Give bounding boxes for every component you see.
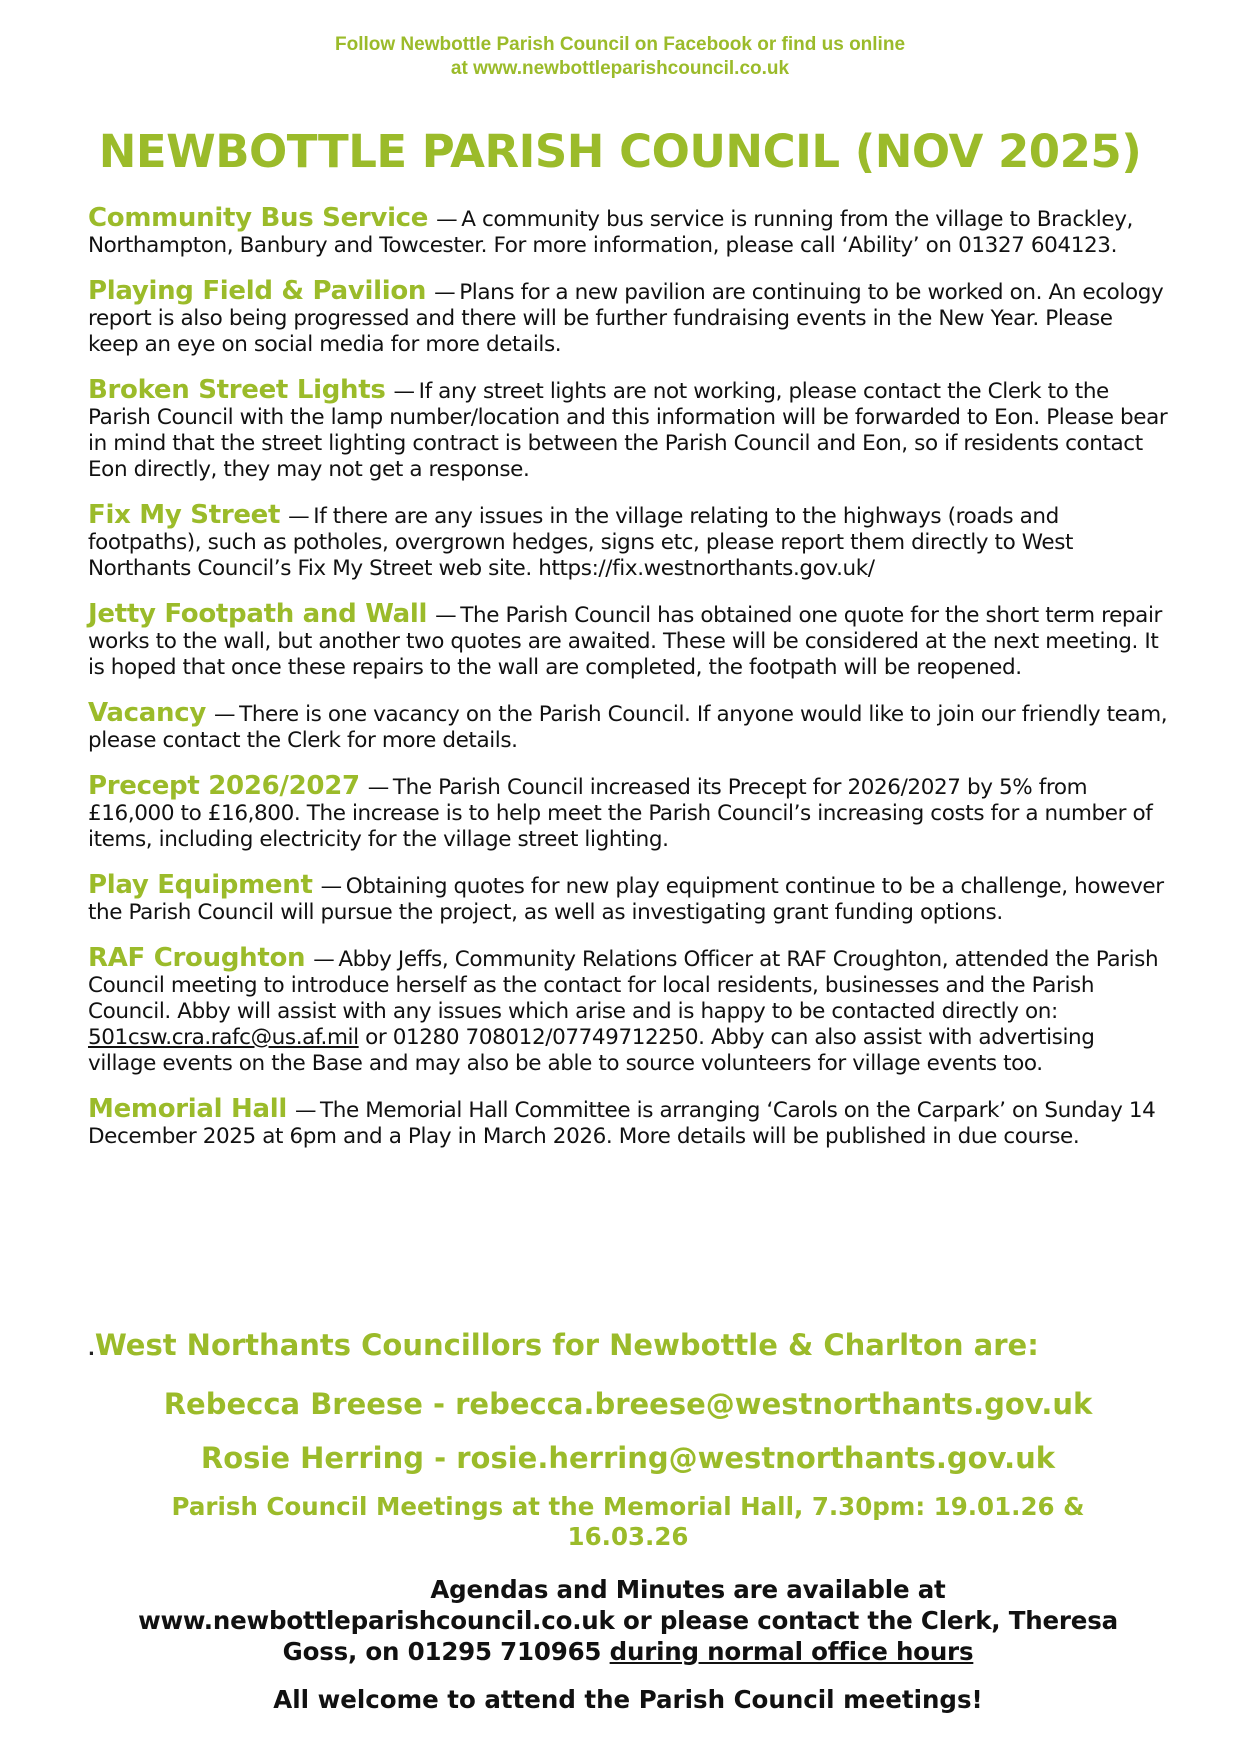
item-heading: Vacancy [88, 698, 206, 728]
councillors-heading: .West Northants Councillors for Newbottle & Charlton are: [88, 1328, 1039, 1362]
item-text: The Parish Council increased its Precept for 2026/2027 by 5% from £16,000 to £16,800. The increase is to help meet the Parish Council’s increasing costs for a number of items, including electricity for the village street lighting. [88, 775, 1153, 852]
item-heading: Memorial Hall [88, 1094, 287, 1124]
news-items [88, 205, 1168, 1169]
item-playing-field: Playing Field & Pavilion — Plans for a new pavilion are continuing to be worked on. An ecology report is also being progressed and there will be further fundraising events in the New Year. Please keep an eye on social media for more details. [88, 276, 1164, 357]
facebook-note-line2: at www.newbottleparishcouncil.co.uk [450, 58, 790, 79]
councillor-rosie-herring: Rosie Herring - rosie.herring@westnorthants.gov.uk [200, 1441, 1056, 1475]
item-text: Obtaining quotes for new play equipment continue to be a challenge, however the Parish Council will pursue the project, as well as investigating grant funding options. [88, 874, 1164, 925]
page-title: NEWBOTTLE PARISH COUNCIL (NOV 2025) [98, 125, 1142, 178]
councillors-section [88, 1325, 1168, 1552]
item-text: There is one vacancy on the Parish Council. If anyone would like to join our friendly team, please contact the Clerk for more details. [88, 702, 1168, 753]
item-text: A community bus service is running from the village to Brackley, Northampton, Banbury and Towcester. For more information, please call ‘Ability’ on 01327 604123. [88, 207, 1133, 258]
item-text: The Memorial Hall Committee is arranging ‘Carols on the Carpark’ on Sunday 14 December 2025 at 6pm and a Play in March 2026. More details will be published in due course. [88, 1098, 1156, 1149]
item-text: Plans for a new pavilion are continuing to be worked on. An ecology report is also being progressed and there will be further fundraising events in the New Year. Please keep an eye on social media for more details. [88, 280, 1164, 357]
agendas-line2: www.newbottleparishcouncil.co.uk or please contact the Clerk, Theresa [138, 1606, 1118, 1635]
item-fix-my-street: Fix My Street — If there are any issues in the village relating to the highways (roads and footpaths), such as potholes, overgrown hedges, signs etc, please report them directly to West Northants Council’s Fix My Street web site. https://fix.westnorthants.gov.uk/ [88, 500, 1074, 581]
agendas-line3: Goss, on 01295 710965 during normal office hours [282, 1637, 974, 1666]
raf-email-link[interactable]: 501csw.cra.rafc@us.af.mil [88, 1025, 359, 1050]
item-heading: Fix My Street [88, 500, 281, 530]
item-street-lights: Broken Street Lights — If any street lights are not working, please contact the Clerk to the Parish Council with the lamp number/location and this information will be forwarded to Eon. Please bear in mind that the street lighting contract is between the Parish Council and Eon, so if residents contact Eon directly, they may not get a response. [88, 375, 1168, 482]
item-heading: Play Equipment [88, 870, 313, 900]
item-memorial-hall: Memorial Hall — The Memorial Hall Committee is arranging ‘Carols on the Carpark’ on Sunday 14 December 2025 at 6pm and a Play in March 2026. More details will be published in due course. [88, 1094, 1156, 1149]
item-heading: Broken Street Lights [88, 375, 386, 405]
item-text: Abby Jeffs, Community Relations Officer at RAF Croughton, attended the Parish Council meeting to introduce herself as the contact for local residents, businesses and the Parish Council. Abby will assist with any issues which arise and is happy to be contacted directly on: [88, 947, 1159, 1024]
office-hours: during normal office hours [609, 1637, 974, 1666]
item-text: If any street lights are not working, please contact the Clerk to the Parish Council with the lamp number/location and this information will be forwarded to Eon. Please bear in mind that the street lighting contract is between the Parish Council and Eon, so if residents contact Eon directly, they may not get a response. [88, 379, 1168, 482]
facebook-note [0, 33, 1240, 81]
facebook-note-line1: Follow Newbottle Parish Council on Facebook or find us online [334, 34, 906, 55]
meeting-dates-line1: Parish Council Meetings at the Memorial Hall, 7.30pm: 19.01.26 & [171, 1492, 1085, 1521]
item-text: If there are any issues in the village relating to the highways (roads and footpaths), such as potholes, overgrown hedges, signs etc, please report them directly to West Northants Council’s Fix My Street web site. https://fix.westnorthants.gov.uk/ [88, 504, 1074, 581]
item-precept: Precept 2026/2027 — The Parish Council increased its Precept for 2026/2027 by 5% from £16,000 to £16,800. The increase is to help meet the Parish Council’s increasing costs for a number of items, including electricity for the village street lighting. [88, 771, 1153, 852]
item-heading: Precept 2026/2027 [88, 771, 360, 801]
item-jetty-footpath: Jetty Footpath and Wall — The Parish Council has obtained one quote for the short term repair works to the wall, but another two quotes are awaited. These will be considered at the next meeting. It is hoped that once these repairs to the wall are completed, the footpath will be reopened. [88, 599, 1162, 680]
item-community-bus: Community Bus Service — A community bus service is running from the village to Brackley, Northampton, Banbury and Towcester. For more information, please call ‘Ability’ on 01327 604123. [88, 203, 1133, 258]
agendas-info [88, 1574, 1168, 1667]
item-text: The Parish Council has obtained one quote for the short term repair works to the wall, but another two quotes are awaited. These will be considered at the next meeting. It is hoped that once these repairs to the wall are completed, the footpath will be reopened. [88, 603, 1162, 680]
meeting-dates [88, 1492, 1168, 1552]
welcome-message: All welcome to attend the Parish Council meetings! [273, 1685, 983, 1714]
item-play-equipment: Play Equipment — Obtaining quotes for new play equipment continue to be a challenge, however the Parish Council will pursue the project, as well as investigating grant funding options. [88, 870, 1164, 925]
agendas-line1: Agendas and Minutes are available at [430, 1575, 946, 1604]
item-raf-croughton: RAF Croughton — Abby Jeffs, Community Relations Officer at RAF Croughton, attended the Parish Council meeting to introduce herself as the contact for local residents, businesses and the Parish Council. Abby will assist with any issues which arise and is happy to be contacted directly on: 501csw.cra.rafc@us.af.mil or 01280 708012/07749712250. Abby can also assist with advertising village events on the Base and may also be able to source volunteers for village events too. [88, 943, 1159, 1076]
item-vacancy: Vacancy — There is one vacancy on the Parish Council. If anyone would like to join our friendly team, please contact the Clerk for more details. [88, 698, 1168, 753]
item-heading: Community Bus Service [88, 203, 429, 233]
councillor-rebecca-breese: Rebecca Breese - rebecca.breese@westnorthants.gov.uk [163, 1387, 1093, 1421]
item-text-continued: or 01280 708012/07749712250. Abby can also assist with advertising village events on the Base and may also be able to source volunteers for village events too. [88, 1025, 1095, 1076]
item-heading: Jetty Footpath and Wall [88, 599, 428, 629]
meeting-dates-line2: 16.03.26 [567, 1522, 689, 1551]
item-heading: RAF Croughton [88, 943, 306, 973]
item-heading: Playing Field & Pavilion [88, 276, 427, 306]
